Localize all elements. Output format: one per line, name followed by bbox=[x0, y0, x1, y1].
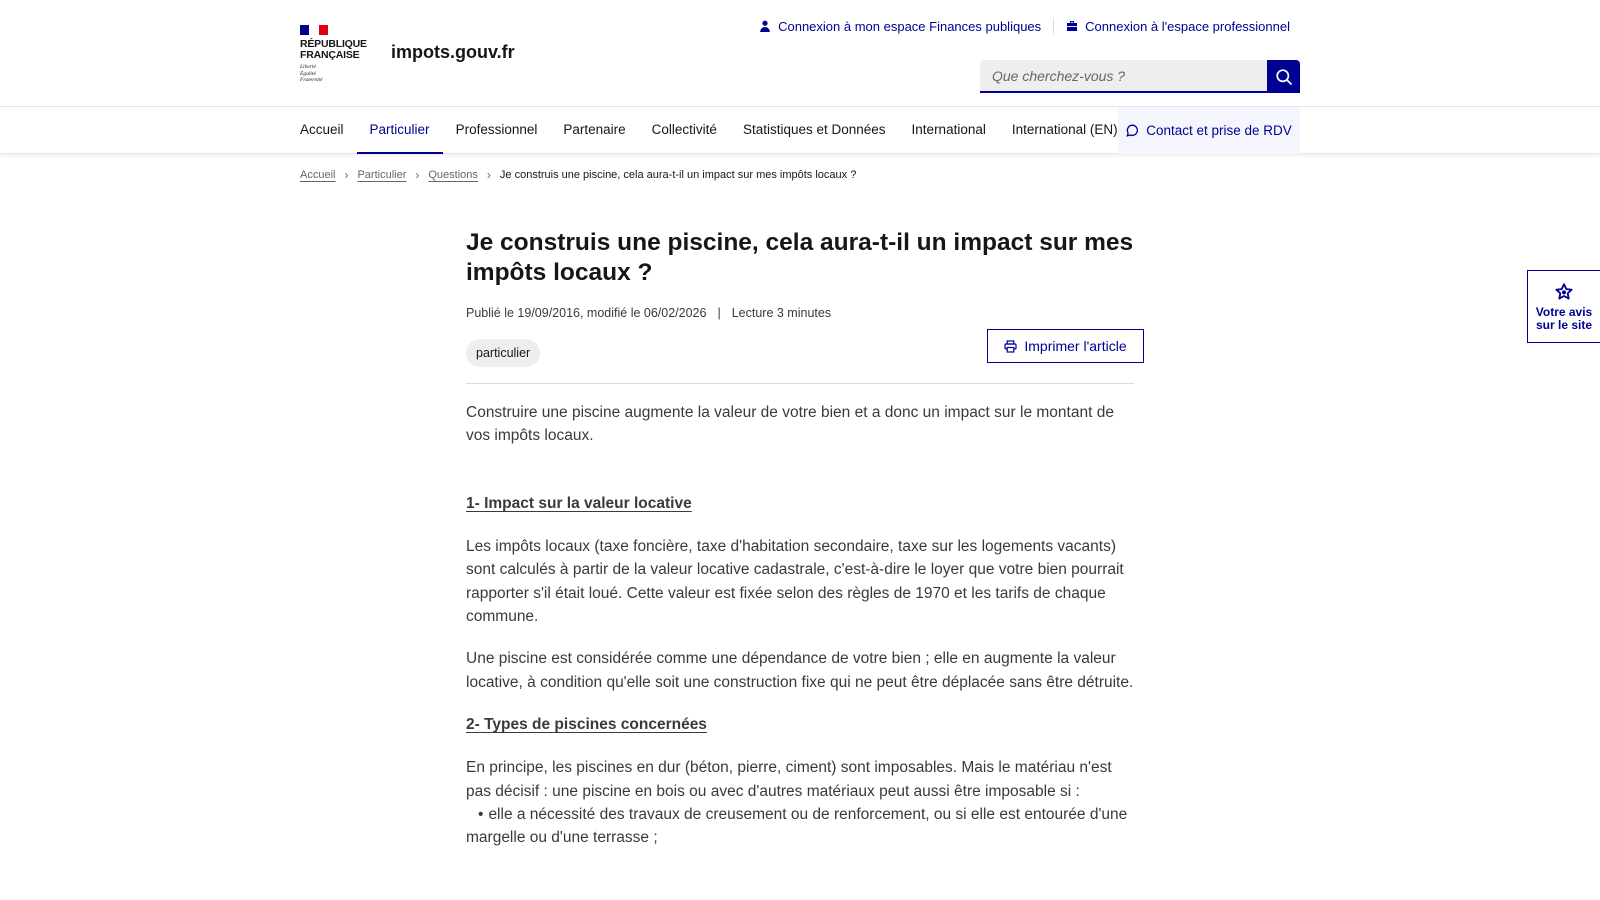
login-espace-pro-label: Connexion à l'espace professionnel bbox=[1085, 18, 1290, 34]
section-1-paragraph-1: Les impôts locaux (taxe foncière, taxe d'habitation secondaire, taxe sur les logements vacants) sont calculés à partir de la valeur locative cadastrale, c'est-à-dire le loyer que votre bien pourrait rapporter s'il était loué. Cette valeur est fixée selon des règles de 1970 et les tarifs de chaque commune. bbox=[466, 537, 1124, 626]
reading-time: Lecture 3 minutes bbox=[731, 306, 832, 320]
briefcase-icon bbox=[1066, 20, 1078, 32]
chat-bubble-icon bbox=[1126, 124, 1139, 137]
tag-row bbox=[466, 339, 1134, 369]
section-1-paragraph-2: Une piscine est considérée comme une dépendance de votre bien ; elle en augmente la valeur locative, à condition qu'elle soit une construction fixe qui ne peut être déplacée sans être détruite. bbox=[466, 650, 1134, 691]
breadcrumb-particulier[interactable]: Particulier bbox=[357, 169, 407, 181]
bullet-icon: • bbox=[478, 806, 484, 824]
nav-item-particulier[interactable]: Particulier bbox=[357, 107, 443, 154]
nav-item-accueil[interactable]: Accueil bbox=[300, 122, 344, 137]
logo-text-line-1: RÉPUBLIQUE bbox=[300, 38, 367, 50]
french-flag-icon bbox=[300, 25, 328, 35]
section-2-paragraph-1: En principe, les piscines en dur (béton, pierre, ciment) sont imposables. Mais le matériau n'est pas décisif : une piscine en bois ou avec d'autres matériaux peut aussi être imposable si : bbox=[466, 759, 1112, 800]
tag-particulier[interactable]: particulier bbox=[466, 339, 540, 367]
contact-rdv-label: Contact et prise de RDV bbox=[1146, 123, 1292, 138]
logo-motto bbox=[300, 64, 370, 84]
feedback-label-line-1: Votre avis bbox=[1535, 304, 1593, 319]
main-nav bbox=[0, 107, 1600, 154]
nav-item-international-en[interactable]: International (EN) bbox=[1011, 122, 1118, 137]
chevron-right-icon: › bbox=[486, 168, 491, 182]
article-meta bbox=[466, 306, 1134, 320]
site-header bbox=[0, 0, 1600, 107]
nav-item-international[interactable]: International bbox=[911, 122, 986, 137]
search-input[interactable] bbox=[980, 60, 1267, 93]
motto-line-3: Fraternité bbox=[300, 77, 323, 83]
breadcrumb-questions[interactable]: Questions bbox=[428, 169, 478, 181]
article-lead: Construire une piscine augmente la valeur de votre bien et a donc un impact sur le montant de vos impôts locaux. bbox=[466, 404, 1114, 445]
nav-item-professionnel[interactable]: Professionnel bbox=[455, 122, 538, 137]
list-item-text: elle a nécessité des travaux de creusement ou de renforcement, ou si elle est entourée d'une margelle ou d'une terrasse ; bbox=[466, 806, 1128, 847]
star-icon bbox=[1554, 282, 1574, 302]
search-bar bbox=[980, 60, 1300, 93]
breadcrumb-accueil[interactable]: Accueil bbox=[300, 169, 336, 181]
meta-separator: | bbox=[717, 306, 721, 320]
login-finances-publiques-label: Connexion à mon espace Finances publiques bbox=[778, 18, 1042, 34]
breadcrumb bbox=[300, 168, 856, 182]
user-icon bbox=[759, 20, 771, 32]
chevron-right-icon: › bbox=[415, 168, 420, 182]
list-item bbox=[466, 803, 1134, 850]
nav-item-collectivite[interactable]: Collectivité bbox=[651, 122, 717, 137]
publication-dates: Publié le 19/09/2016, modifié le 06/02/2026 bbox=[466, 306, 707, 320]
motto-line-1: Liberté bbox=[300, 64, 316, 70]
motto-line-2: Égalité bbox=[300, 70, 316, 77]
site-name[interactable]: impots.gouv.fr bbox=[391, 42, 515, 62]
feedback-button[interactable] bbox=[1527, 270, 1600, 343]
article bbox=[466, 228, 1134, 850]
logo-text-line-2: FRANÇAISE bbox=[300, 49, 360, 61]
nav-items bbox=[300, 107, 1131, 154]
nav-item-statistiques[interactable]: Statistiques et Données bbox=[742, 122, 886, 137]
feedback-label-line-2: sur le site bbox=[1535, 317, 1593, 332]
top-links-divider bbox=[1053, 18, 1054, 34]
print-article-button[interactable] bbox=[987, 329, 1144, 363]
republique-francaise-logo[interactable] bbox=[300, 25, 370, 84]
breadcrumb-current: Je construis une piscine, cela aura-t-il un impact sur mes impôts locaux ? bbox=[499, 169, 857, 181]
search-button[interactable] bbox=[1267, 60, 1300, 93]
login-espace-pro-link[interactable] bbox=[1066, 19, 1290, 34]
article-divider bbox=[466, 383, 1134, 384]
section-2-title: 2- Types de piscines concernées bbox=[466, 716, 707, 734]
contact-rdv-button[interactable] bbox=[1118, 107, 1300, 154]
page-title: Je construis une piscine, cela aura-t-il un impact sur mes impôts locaux ? bbox=[466, 229, 1134, 286]
login-finances-publiques-link[interactable] bbox=[759, 19, 1041, 34]
section-1-title: 1- Impact sur la valeur locative bbox=[466, 494, 692, 512]
print-article-label: Imprimer l'article bbox=[1024, 338, 1127, 354]
printer-icon bbox=[1004, 340, 1017, 353]
top-links bbox=[759, 18, 1290, 34]
search-icon bbox=[1275, 68, 1293, 86]
nav-item-partenaire[interactable]: Partenaire bbox=[563, 122, 626, 137]
chevron-right-icon: › bbox=[344, 168, 349, 182]
